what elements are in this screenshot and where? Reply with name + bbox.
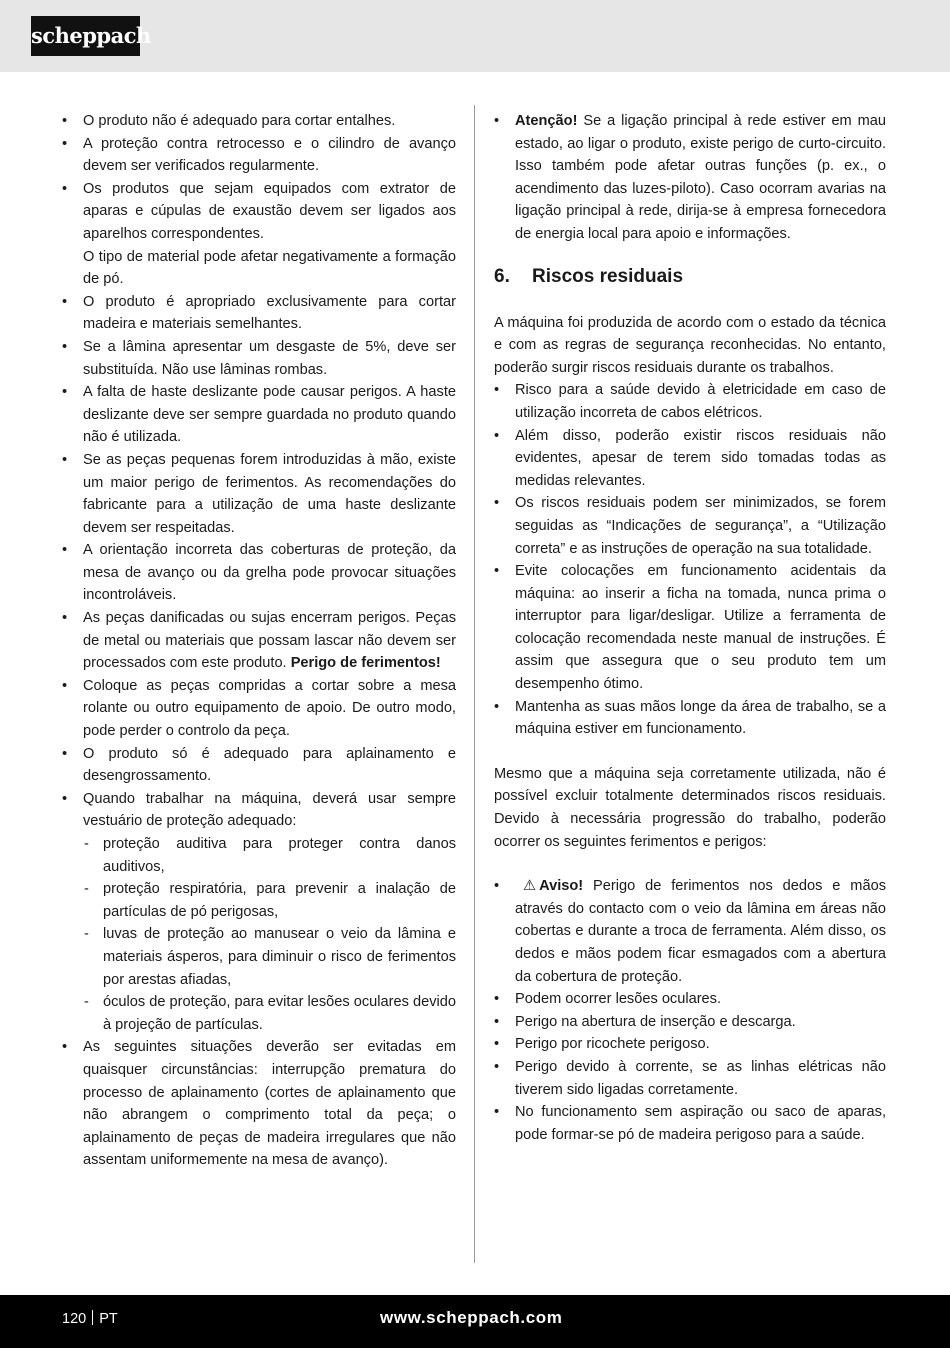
section-heading [494,264,886,290]
website-link[interactable]: www.scheppach.com [380,1308,563,1327]
header-bar [0,0,950,72]
footer-bar [0,1295,950,1348]
attention-text: Se a ligação principal à rede estiver em mau estado, ao ligar o produto, existe perigo de curto-circuito. Isso também pode afetar outras funções (p. ex., o acendimento das luzes-piloto). Caso ocorram avarias na ligação principal à rede, dirija-se à empresa fornecedora de energia local para apoio e informações. [515,113,886,242]
warning-text: Perigo de ferimentos nos dedos e mãos através do contacto com o veio da lâmina em áreas não cobertas e durante a troca de ferramenta. Além disso, os dedos e mãos podem ficar esmagados com a abertura da cobertura de proteção. [515,878,886,985]
list-item: • Os produtos que sejam equipados com extrator de aparas e cúpulas de exaustão devem ser ligados aos aparelhos correspondentes. [62,178,456,246]
list-item: • Perigo devido à corrente, se as linhas elétricas não tiverem sido ligadas corretamente. [494,1056,886,1101]
list-item: • Se as peças pequenas forem introduzidas à mão, existe um maior perigo de ferimentos. As recomendações do fabricante para a utilização de uma haste deslizante devem ser respeitadas. [62,449,456,539]
list-item: • Além disso, poderão existir riscos residuais não evidentes, apesar de terem sido tomadas todas as medidas relevantes. [494,425,886,493]
list-item: • Coloque as peças compridas a cortar sobre a mesa rolante ou outro equipamento de apoio. De outro modo, pode perder o controlo da peça. [62,675,456,743]
list-item: • Mantenha as suas mãos longe da área de trabalho, se a máquina estiver em funcionamento. [494,696,886,741]
list-item: • Se a lâmina apresentar um desgaste de 5%, deve ser substituída. Não use lâminas rombas. [62,336,456,381]
left-column [62,110,456,1172]
warning-item [494,875,886,988]
list-item: • A orientação incorreta das coberturas de proteção, da mesa de avanço ou da grelha pode provocar situações incontroláveis. [62,539,456,607]
attention-item [494,110,886,246]
list-item: • O produto não é adequado para cortar entalhes. [62,110,456,133]
list-item: • Perigo por ricochete perigoso. [494,1033,886,1056]
page-number [62,1310,118,1327]
list-item: • Podem ocorrer lesões oculares. [494,988,886,1011]
injury-warning: Perigo de ferimentos! [290,655,441,672]
list-item: • A proteção contra retrocesso e o cilindro de avanço devem ser verificados regularmente. [62,133,456,178]
list-item: • As seguintes situações deverão ser evitadas em quaisquer circunstâncias: interrupção prematura do processo de aplainamento (cortes de aplainamento que não abrangem o comprimento total da peça; o aplainamento de peças de madeira irregulares que não assentam uniformemente na mesa de avanço). [62,1036,456,1172]
section-title: Riscos residuais [532,265,684,287]
list-item: • Quando trabalhar na máquina, deverá usar sempre vestuário de proteção adequado: [62,788,456,833]
column-divider [474,105,475,1263]
list-item-text: As peças danificadas ou sujas encerram perigos. Peças de metal ou materiais que possam lascar não devem ser processados com este produto. [83,610,456,672]
language-code: PT [99,1311,118,1327]
page-number-value: 120 [62,1311,87,1327]
sub-list-item: - óculos de proteção, para evitar lesões oculares devido à projeção de partículas. [62,991,456,1036]
list-item: • Evite colocações em funcionamento acidentais da máquina: ao inserir a ficha na tomada, nunca prima o interruptor para ligar/desligar. Utilize a ferramenta de colocação recomendada neste manual de instruções. É assim que assegura que o seu produto tem um desempenho ótimo. [494,560,886,696]
page-separator [92,1310,93,1325]
scheppach-logo: scheppach [31,16,140,56]
list-item-continuation: O tipo de material pode afetar negativamente a formação de pó. [83,248,456,288]
warning-label: Aviso! [539,878,584,895]
hazards-paragraph: Mesmo que a máquina seja corretamente utilizada, não é possível excluir totalmente determinados riscos residuais. Devido à necessária progressão do trabalho, poderão ocorrer os seguintes ferimentos e perigos: [494,765,886,850]
list-item: • Perigo na abertura de inserção e descarga. [494,1011,886,1034]
list-item: • O produto só é adequado para aplainamento e desengrossamento. [62,743,456,788]
section-number: 6. [494,265,510,287]
list-item: • O produto é apropriado exclusivamente para cortar madeira e materiais semelhantes. [62,291,456,336]
warning-triangle-icon: ⚠ [523,878,537,895]
intro-paragraph: A máquina foi produzida de acordo com o estado da técnica e com as regras de segurança reconhecidas. No entanto, poderão surgir riscos residuais durante os trabalhos. [494,314,886,376]
attention-label: Atenção! [515,113,578,129]
list-item: • A falta de haste deslizante pode causar perigos. A haste deslizante deve ser sempre guardada no produto quando não é utilizada. [62,381,456,449]
list-item: • No funcionamento sem aspiração ou saco de aparas, pode formar-se pó de madeira perigoso para a saúde. [494,1101,886,1146]
sub-list-item: - proteção auditiva para proteger contra danos auditivos, [62,833,456,878]
list-item [62,607,456,675]
sub-list-item: - proteção respiratória, para prevenir a inalação de partículas de pó perigosas, [62,878,456,923]
right-column [494,110,886,1146]
list-item: • Os riscos residuais podem ser minimizados, se forem seguidas as “Indicações de segurança”, a “Utilização correta” e as instruções de operação na sua totalidade. [494,492,886,560]
sub-list-item: - luvas de proteção ao manusear o veio da lâmina e materiais ásperos, para diminuir o risco de ferimentos por arestas afiadas, [62,923,456,991]
list-item: • Risco para a saúde devido à eletricidade em caso de utilização incorreta de cabos elétricos. [494,379,886,424]
